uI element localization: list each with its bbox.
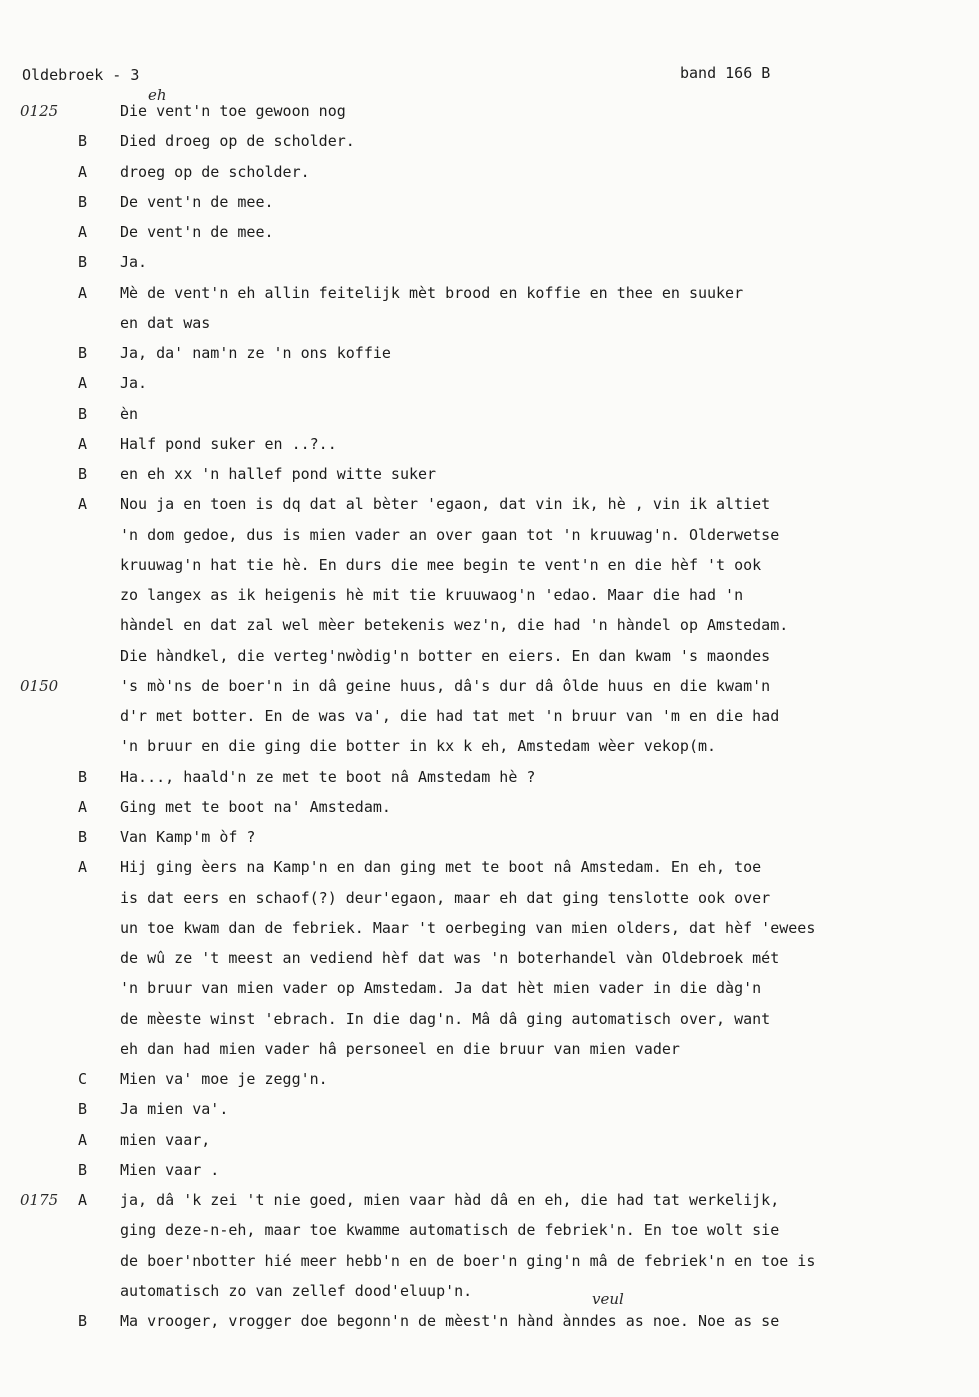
speaker-label: A bbox=[78, 283, 88, 302]
line-text: 'n bruur en die ging die botter in kx k eh, Amstedam wèer vekop(m. bbox=[120, 737, 717, 756]
line-text: ging deze-n-eh, maar toe kwamme automatisch de febriek'n. En toe wolt sie bbox=[120, 1221, 780, 1240]
line-text: Ha..., haald'n ze met te boot nâ Amstedam hè ? bbox=[120, 767, 536, 786]
speaker-label: B bbox=[78, 1312, 88, 1330]
transcript-line bbox=[0, 949, 979, 977]
line-text: de mèeste winst 'ebrach. In die dag'n. Mâ dâ ging automatisch over, want bbox=[120, 1009, 771, 1028]
line-text: Ja, da' nam'n ze 'n ons koffie bbox=[120, 344, 391, 362]
speaker-label: B bbox=[78, 1100, 88, 1119]
line-text: de wû ze 't meest an vediend hèf dat was 'n boterhandel vàn Oldebroek mét bbox=[120, 949, 780, 967]
line-text: zo langex as ik heigenis hè mit tie kruuwaog'n 'edao. Maar die had 'n bbox=[120, 586, 744, 604]
transcript-line bbox=[0, 616, 979, 644]
transcript-line bbox=[0, 647, 979, 675]
transcript-line bbox=[0, 798, 979, 826]
transcript-line bbox=[0, 465, 979, 493]
speaker-label: B bbox=[78, 828, 88, 846]
line-text: 's mò'ns de boer'n in dâ geine huus, dâ's dur dâ ôlde huus en die kwam'n bbox=[120, 676, 771, 695]
transcript-line bbox=[0, 314, 979, 342]
speaker-label: B bbox=[78, 132, 88, 151]
transcript-line bbox=[0, 253, 979, 281]
speaker-label: A bbox=[78, 374, 88, 393]
transcript-line bbox=[0, 737, 979, 765]
handwritten-eh: eh bbox=[148, 86, 167, 104]
transcript-line bbox=[0, 495, 979, 523]
speaker-label: A bbox=[78, 162, 88, 181]
transcript-line bbox=[0, 556, 979, 584]
speaker-label: A bbox=[78, 1191, 88, 1209]
transcript-line bbox=[0, 132, 979, 160]
speaker-label: A bbox=[78, 797, 88, 816]
transcript-line bbox=[0, 919, 979, 947]
transcript-line bbox=[0, 193, 979, 221]
line-text: 'n bruur van mien vader op Amstedam. Ja dat hèt mien vader in die dàg'n bbox=[120, 979, 762, 998]
line-text: Ja. bbox=[120, 374, 148, 393]
line-text: Ma vrooger, vrogger doe begonn'n de mèest'n hànd ànndes as noe. Noe as se bbox=[120, 1312, 780, 1330]
line-text: eh dan had mien vader hâ personeel en die bruur van mien vader bbox=[120, 1039, 680, 1058]
transcript-line bbox=[0, 526, 979, 554]
line-text: Ja. bbox=[120, 253, 148, 272]
line-text: de boer'nbotter hié meer hebb'n en de boer'n ging'n mâ de febriek'n en toe is bbox=[120, 1251, 816, 1270]
timecode: 0150 bbox=[20, 676, 59, 695]
line-text: Mè de vent'n eh allin feitelijk mèt brood en koffie en thee en suuker bbox=[120, 283, 744, 302]
transcript-line bbox=[0, 284, 979, 312]
line-text: mien vaar, bbox=[120, 1130, 211, 1149]
transcript-line bbox=[0, 1100, 979, 1128]
line-text: Nou ja en toen is dq dat al bèter 'egaon, dat vin ik, hè , vin ik altiet bbox=[120, 495, 771, 514]
transcript-line bbox=[0, 344, 979, 372]
speaker-label: B bbox=[78, 253, 88, 272]
transcript-line bbox=[0, 1252, 979, 1280]
timecode: 0125 bbox=[20, 102, 59, 120]
line-text: droeg op de scholder. bbox=[120, 162, 310, 181]
header-tape: band 166 B bbox=[680, 64, 771, 82]
line-text: ja, dâ 'k zei 't nie goed, mien vaar hàd dâ en eh, die had tat werkelijk, bbox=[120, 1191, 780, 1209]
line-text: Ging met te boot na' Amstedam. bbox=[120, 797, 391, 816]
line-text: en dat was bbox=[120, 313, 211, 332]
transcript-line bbox=[0, 405, 979, 433]
timecode: 0175 bbox=[20, 1191, 59, 1209]
line-text: is dat eers en schaof(?) deur'egaon, maar eh dat ging tenslotte ook over bbox=[120, 888, 771, 907]
line-text: 'n dom gedoe, dus is mien vader an over gaan tot 'n kruuwag'n. Olderwetse bbox=[120, 525, 780, 544]
speaker-label: C bbox=[78, 1070, 88, 1088]
line-text: Die hàndkel, die verteg'nwòdig'n botter en eiers. En dan kwam 's maondes bbox=[120, 646, 771, 665]
line-text: un toe kwam dan de febriek. Maar 't oerbeging van mien olders, dat hèf 'ewees bbox=[120, 918, 816, 937]
speaker-label: A bbox=[78, 858, 88, 877]
transcript-line bbox=[0, 889, 979, 917]
transcript-line bbox=[0, 1191, 979, 1219]
speaker-label: B bbox=[78, 192, 88, 211]
transcript-line bbox=[0, 1221, 979, 1249]
line-text: Died droeg op de scholder. bbox=[120, 132, 355, 151]
line-text: Die vent'n toe gewoon nog bbox=[120, 102, 346, 120]
transcript-line bbox=[0, 858, 979, 886]
transcript-line bbox=[0, 1010, 979, 1038]
line-text: Ja mien va'. bbox=[120, 1100, 229, 1119]
transcript-line bbox=[0, 1282, 979, 1310]
speaker-label: A bbox=[78, 1130, 88, 1149]
transcript-line bbox=[0, 979, 979, 1007]
transcript-line bbox=[0, 435, 979, 463]
speaker-label: B bbox=[78, 1160, 88, 1179]
line-text: hàndel en dat zal wel mèer betekenis wez'n, die had 'n hàndel op Amstedam. bbox=[120, 616, 789, 635]
line-text: en eh xx 'n hallef pond witte suker bbox=[120, 465, 437, 483]
line-text: De vent'n de mee. bbox=[120, 223, 274, 241]
line-text: Mien va' moe je zegg'n. bbox=[120, 1070, 328, 1088]
speaker-label: A bbox=[78, 223, 88, 241]
speaker-label: B bbox=[78, 767, 88, 786]
transcript-line bbox=[0, 1070, 979, 1098]
line-text: kruuwag'n hat tie hè. En durs die mee begin te vent'n en die hèf 't ook bbox=[120, 555, 762, 574]
line-text: Hij ging èers na Kamp'n en dan ging met te boot nâ Amstedam. En eh, toe bbox=[120, 858, 762, 877]
speaker-label: B bbox=[78, 344, 88, 362]
transcript-line bbox=[0, 1040, 979, 1068]
transcript-line bbox=[0, 768, 979, 796]
transcript-line bbox=[0, 1131, 979, 1159]
transcript-line bbox=[0, 677, 979, 705]
speaker-label: A bbox=[78, 434, 88, 453]
speaker-label: B bbox=[78, 465, 88, 483]
line-text: Mien vaar . bbox=[120, 1160, 220, 1179]
handwritten-veul: veul bbox=[592, 1290, 624, 1308]
transcript-line bbox=[0, 223, 979, 251]
speaker-label: A bbox=[78, 495, 88, 514]
transcript-line bbox=[0, 828, 979, 856]
transcript-line bbox=[0, 707, 979, 735]
line-text: Van Kamp'm òf ? bbox=[120, 828, 256, 846]
transcript-line bbox=[0, 102, 979, 130]
transcript-line bbox=[0, 1161, 979, 1189]
transcript-line bbox=[0, 374, 979, 402]
line-text: De vent'n de mee. bbox=[120, 192, 274, 211]
transcript-line bbox=[0, 163, 979, 191]
transcript-line bbox=[0, 586, 979, 614]
line-text: Half pond suker en ..?.. bbox=[120, 434, 337, 453]
header-location: Oldebroek - 3 bbox=[22, 66, 140, 84]
line-text: automatisch zo van zellef dood'eluup'n. bbox=[120, 1281, 473, 1300]
transcript-line bbox=[0, 1312, 979, 1340]
line-text: d'r met botter. En de was va', die had tat met 'n bruur van 'm en die had bbox=[120, 707, 780, 725]
line-text: èn bbox=[120, 404, 139, 423]
speaker-label: B bbox=[78, 404, 88, 423]
